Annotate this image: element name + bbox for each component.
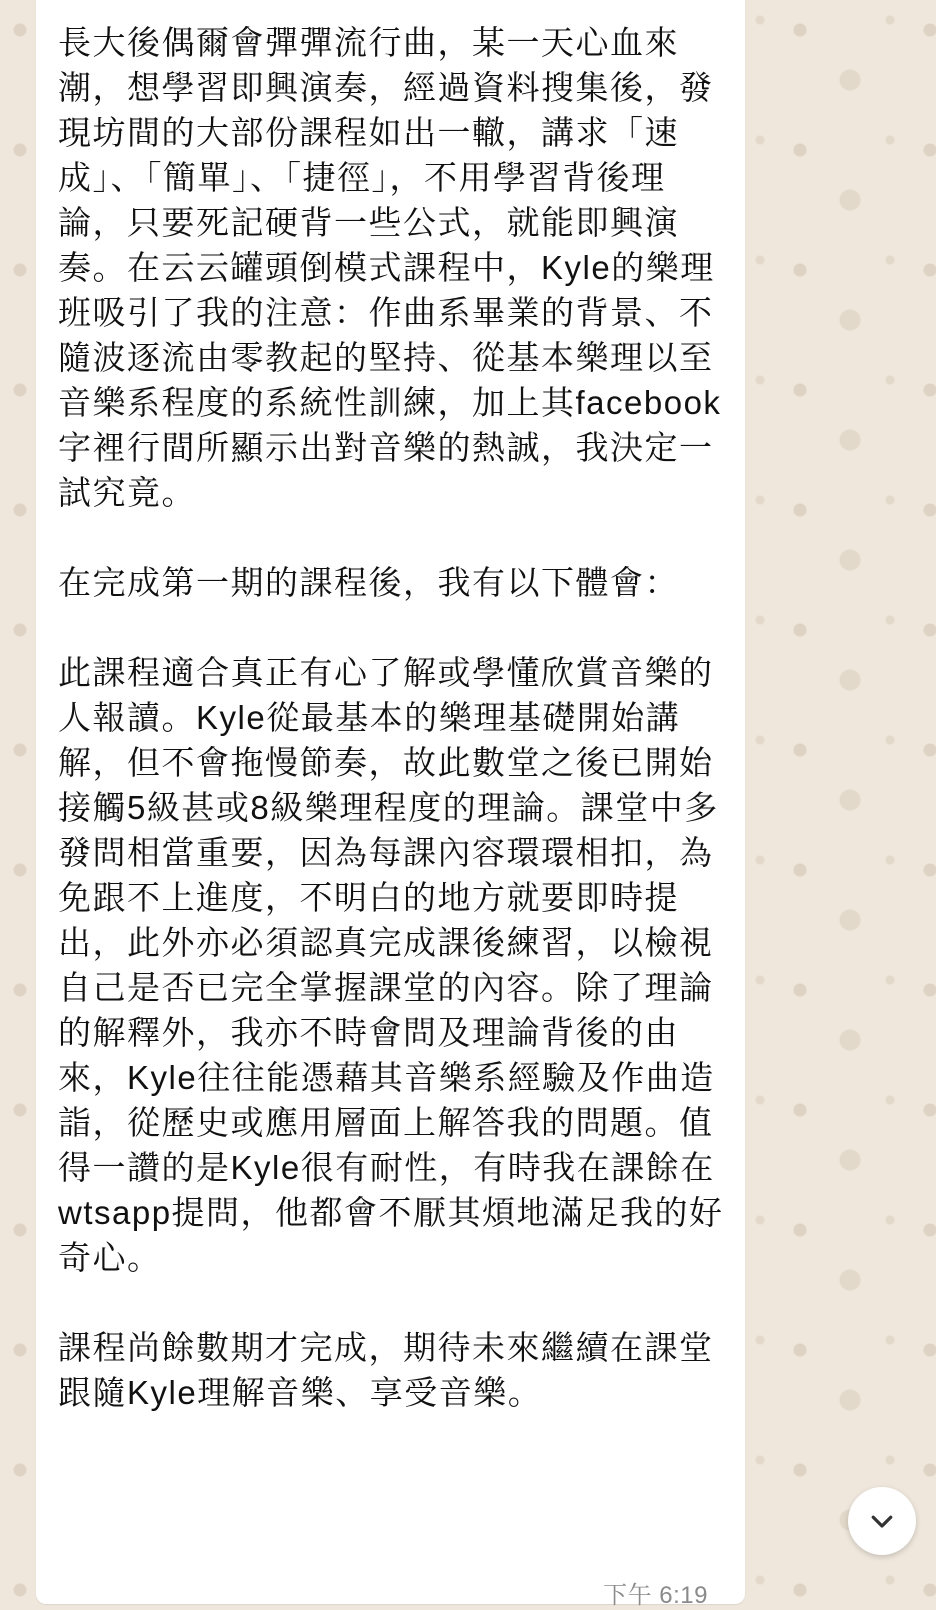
message-text: 長大後偶爾會彈彈流行曲，某一天心血來潮，想學習即興演奏，經過資料搜集後，發現坊間的大部份課程如出一轍，講求「速成」、「簡單」、「捷徑」，不用學習背後理論，只要死記硬背一些公式，就能即興演奏。在云云罐頭倒模式課程中，Kyle的樂理班吸引了我的注意：作曲系畢業的背景、不隨波逐流由零教起的堅持、從基本樂理以至音樂系程度的系統性訓練，加上其facebook字裡行間所顯示出對音樂的熱誠，我決定一試究竟。 在完成第一期的課程後，我有以下體會： 此課程適合真正有心了解或學懂欣賞音樂的人報讀。Kyle從最基本的樂理基礎開始講解，但不會拖慢節奏，故此數堂之後已開始接觸5級甚或8級樂理程度的理論。課堂中多發問相當重要，因為每課內容環環相扣，為免跟不上進度，不明白的地方就要即時提出，此外亦必須認真完成課後練習，以檢視自己是否已完全掌握課堂的內容。除了理論的解釋外，我亦不時會問及理論背後的由來，Kyle往往能憑藉其音樂系經驗及作曲造詣，從歷史或應用層面上解答我的問題。值得一讚的是Kyle很有耐性，有時我在課餘在wtsapp提問，他都會不厭其煩地滿足我的好奇心。 課程尚餘數期才完成，期待未來繼續在課堂跟隨Kyle理解音樂、享受音樂。 — [58, 24, 724, 1411]
scroll-to-bottom-button[interactable] — [848, 1487, 916, 1555]
message-timestamp: 下午 6:19 — [603, 1582, 708, 1609]
chevron-down-icon — [867, 1506, 897, 1536]
